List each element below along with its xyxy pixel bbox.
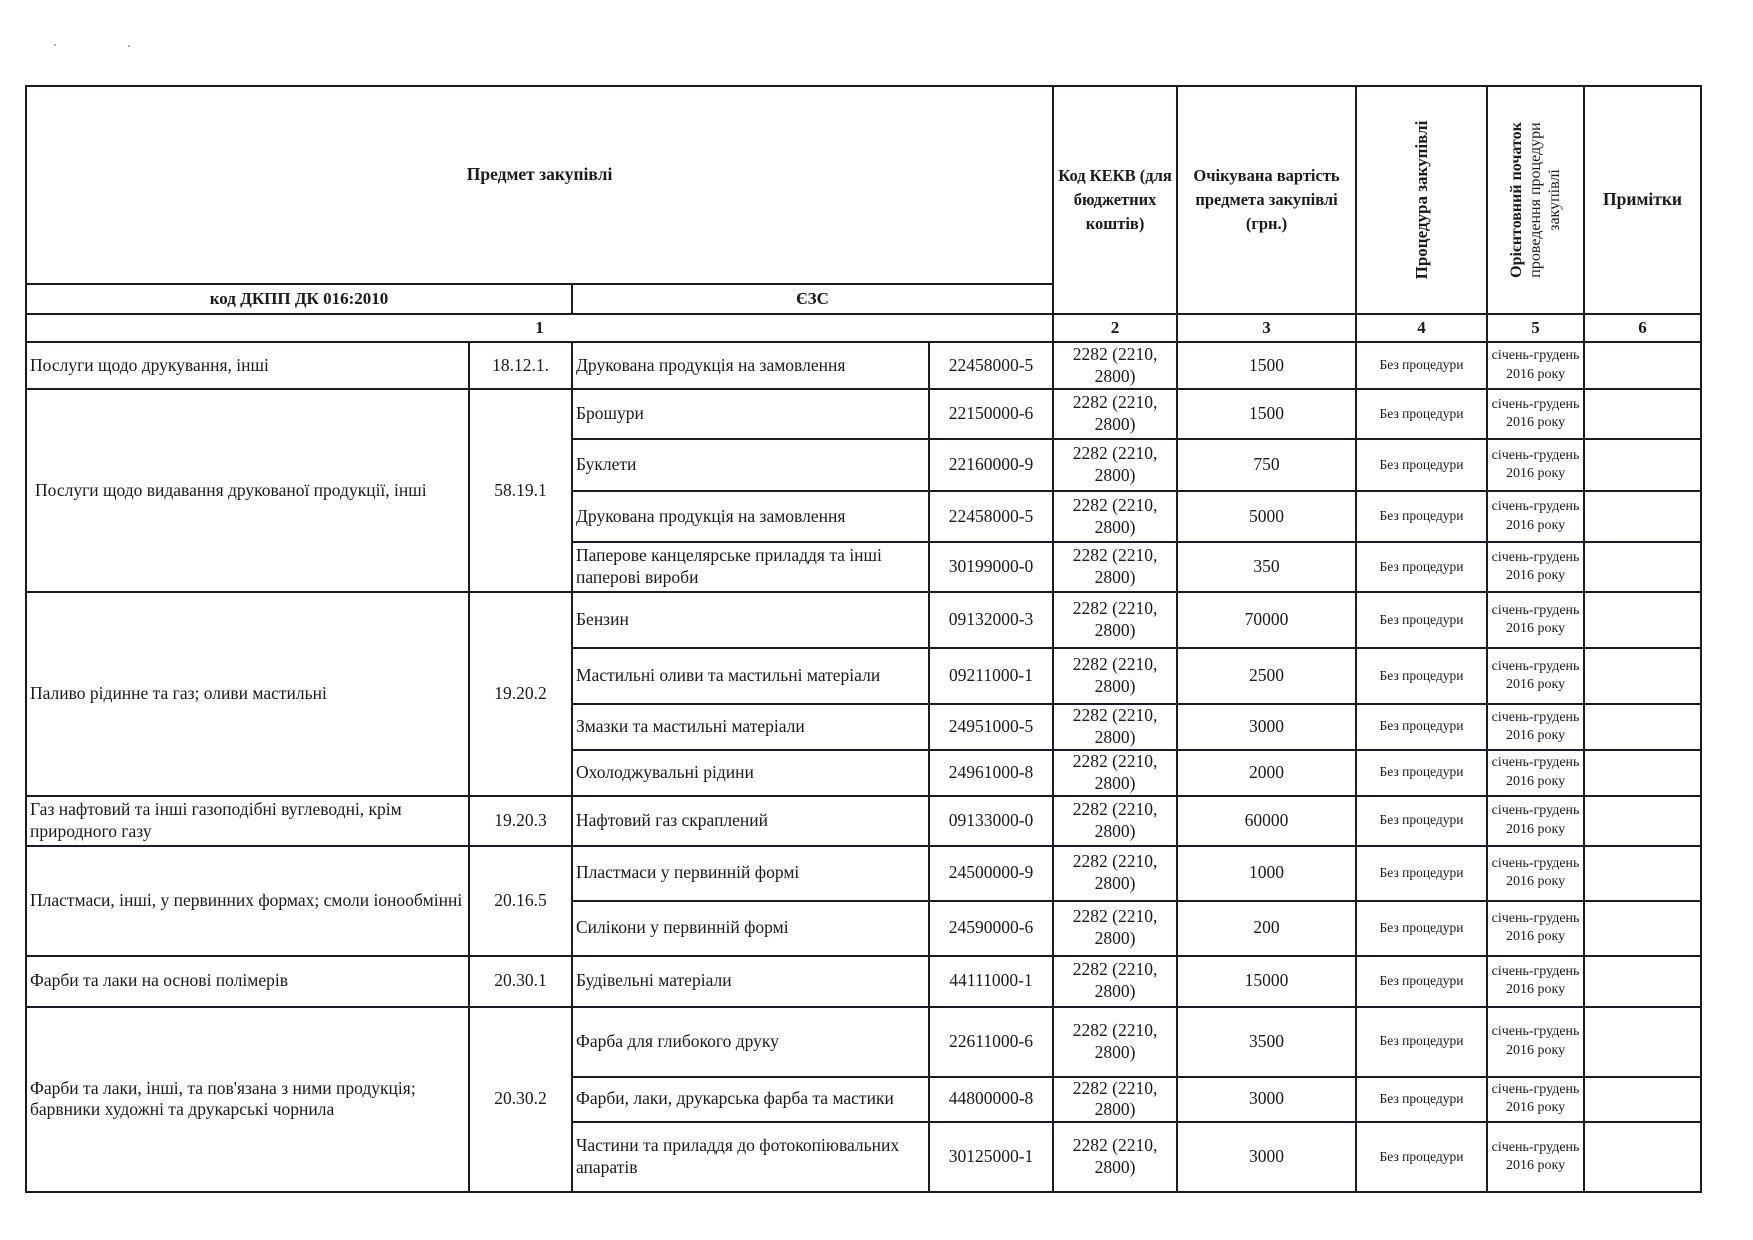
expected-value-cell: 200 [1177,901,1356,956]
procedure-cell: Без процедури [1356,846,1487,901]
procedure-cell: Без процедури [1356,704,1487,750]
kekv-cell: 2282 (2210, 2800) [1053,1007,1177,1077]
procedure-cell: Без процедури [1356,491,1487,542]
cpv-code-cell: 24590000-6 [929,901,1053,956]
ezs-name-cell: Охолоджувальні рідини [572,750,929,796]
start-date-period: січень-грудень [1491,447,1580,463]
cpv-code-cell: 09211000-1 [929,648,1053,704]
expected-value-cell: 3000 [1177,1122,1356,1192]
header-procedure-text: Процедура закупівлі [1411,120,1431,280]
header-kekv: Код КЕКВ (для бюджетних коштів) [1053,86,1177,314]
start-date-year: 2016 року [1505,568,1566,583]
procedure-cell: Без процедури [1356,956,1487,1007]
start-date-cell [1487,592,1584,648]
start-date-year: 2016 року [1505,517,1566,533]
dkpp-code-cell: 20.16.5 [469,846,572,956]
procedure-cell: Без процедури [1356,1077,1487,1123]
notes-cell [1584,389,1701,439]
kekv-cell: 2282 (2210, 2800) [1053,956,1177,1007]
kekv-cell: 2282 (2210, 2800) [1053,846,1177,901]
ezs-name-cell: Будівельні матеріали [572,956,929,1007]
dkpp-code-cell: 19.20.3 [469,796,572,846]
procurement-plan-table [25,85,1753,1193]
cpv-code-cell: 09132000-3 [929,592,1053,648]
table-row [26,592,1753,648]
start-date-year: 2016 року [1505,929,1566,944]
header-start-line2: проведення процедури [1526,122,1544,278]
notes-cell [1584,956,1701,1007]
cpv-code-cell: 24961000-8 [929,750,1053,796]
start-date-period: січень-грудень [1491,963,1580,979]
start-date-cell [1487,439,1584,491]
header-procedure [1356,86,1487,314]
table-row [26,342,1753,389]
table-row [26,1007,1753,1077]
kekv-cell: 2282 (2210, 2800) [1053,389,1177,439]
dkpp-code-cell: 18.12.1. [469,342,572,389]
start-date-year: 2016 року [1505,677,1566,692]
cpv-code-cell: 44111000-1 [929,956,1053,1007]
start-date-year: 2016 року [1505,821,1566,837]
column-number: 1 [26,314,1053,342]
notes-cell [1584,592,1701,648]
column-number-row [26,314,1753,342]
kekv-cell: 2282 (2210, 2800) [1053,1077,1177,1123]
start-date-cell [1487,750,1584,796]
table-row [26,846,1753,901]
dkpp-code-cell: 20.30.1 [469,956,572,1007]
cpv-code-cell: 24951000-5 [929,704,1053,750]
dkpp-name-cell: Фарби та лаки, інші, та пов'язана з ними продукція; барвники художні та друкарські чорнила [26,1007,469,1193]
expected-value-cell: 350 [1177,542,1356,592]
expected-value-cell: 70000 [1177,592,1356,648]
cpv-code-cell: 22160000-9 [929,439,1053,491]
notes-cell [1584,796,1701,846]
start-date-period: січень-грудень [1491,602,1580,618]
column-number: 4 [1356,314,1487,342]
start-date-period: січень-грудень [1491,549,1580,565]
start-date-year: 2016 року [1505,874,1566,889]
notes-cell [1584,846,1701,901]
header-expected-value: Очікувана вартість предмета закупівлі (грн.) [1177,86,1356,314]
start-date-year: 2016 року [1505,466,1566,481]
start-date-year: 2016 року [1505,773,1566,789]
column-number: 2 [1053,314,1177,342]
procedure-cell: Без процедури [1356,1007,1487,1077]
start-date-cell [1487,542,1584,592]
notes-cell [1584,1077,1701,1123]
dkpp-code-cell: 20.30.2 [469,1007,572,1193]
dkpp-name-cell: Послуги щодо видавання друкованої продукції, інші [26,389,469,592]
start-date-year: 2016 року [1505,982,1566,997]
table-row [26,389,1753,439]
start-date-period: січень-грудень [1491,1024,1580,1040]
procedure-cell: Без процедури [1356,542,1487,592]
expected-value-cell: 1000 [1177,846,1356,901]
cpv-code-cell: 44800000-8 [929,1077,1053,1123]
cpv-code-cell: 09133000-0 [929,796,1053,846]
start-date-year: 2016 року [1505,1158,1566,1174]
notes-cell [1584,704,1701,750]
notes-cell [1584,439,1701,491]
start-date-period: січень-грудень [1491,1140,1580,1156]
start-date-year: 2016 року [1505,1042,1566,1058]
ezs-name-cell: Фарби, лаки, друкарська фарба та мастики [572,1077,929,1123]
dkpp-name-cell: Фарби та лаки на основі полімерів [26,956,469,1007]
procedure-cell: Без процедури [1356,796,1487,846]
column-number: 5 [1487,314,1584,342]
expected-value-cell: 15000 [1177,956,1356,1007]
start-date-cell [1487,648,1584,704]
dkpp-name-cell: Пластмаси, інші, у первинних формах; смоли іонообмінні [26,846,469,956]
procedure-cell: Без процедури [1356,1122,1487,1192]
cpv-code-cell: 30125000-1 [929,1122,1053,1192]
start-date-period: січень-грудень [1491,803,1580,819]
procedure-cell: Без процедури [1356,592,1487,648]
cpv-code-cell: 22458000-5 [929,342,1053,389]
ezs-name-cell: Паперове канцелярське приладдя та інші паперові вироби [572,542,929,592]
notes-cell [1584,491,1701,542]
start-date-year: 2016 року [1505,1100,1566,1116]
table-row [26,956,1753,1007]
start-date-cell [1487,846,1584,901]
ezs-name-cell: Частини та приладдя до фотокопіювальних апаратів [572,1122,929,1192]
cpv-code-cell: 22150000-6 [929,389,1053,439]
procedure-cell: Без процедури [1356,439,1487,491]
start-date-period: січень-грудень [1491,709,1580,725]
dkpp-code-cell: 58.19.1 [469,389,572,592]
start-date-period: січень-грудень [1491,348,1580,364]
cpv-code-cell: 24500000-9 [929,846,1053,901]
start-date-period: січень-грудень [1491,499,1580,515]
scan-speck [128,45,130,47]
header-ezs: ЄЗС [572,284,1053,314]
header-dkpp: код ДКПП ДК 016:2010 [26,284,572,314]
header-start-line1: Орієнтовний початок [1507,122,1525,278]
cpv-code-cell: 30199000-0 [929,542,1053,592]
ezs-name-cell: Нафтовий газ скраплений [572,796,929,846]
ezs-name-cell: Друкована продукція на замовлення [572,342,929,389]
ezs-name-cell: Пластмаси у первинній формі [572,846,929,901]
start-date-cell [1487,901,1584,956]
column-number: 3 [1177,314,1356,342]
start-date-period: січень-грудень [1491,755,1580,771]
start-date-cell [1487,342,1584,389]
kekv-cell: 2282 (2210, 2800) [1053,648,1177,704]
header-start-date-text [1507,122,1565,278]
kekv-cell: 2282 (2210, 2800) [1053,491,1177,542]
cpv-code-cell: 22458000-5 [929,491,1053,542]
start-date-cell [1487,1122,1584,1192]
notes-cell [1584,342,1701,389]
notes-cell [1584,750,1701,796]
start-date-cell [1487,1007,1584,1077]
header-start-date [1487,86,1584,314]
header-notes: Примітки [1584,86,1701,314]
procedure-cell: Без процедури [1356,389,1487,439]
kekv-cell: 2282 (2210, 2800) [1053,439,1177,491]
start-date-period: січень-грудень [1491,658,1580,674]
start-date-year: 2016 року [1505,366,1566,382]
start-date-period: січень-грудень [1491,396,1580,412]
dkpp-name-cell: Газ нафтовий та інші газоподібні вуглеводні, крім природного газу [26,796,469,846]
kekv-cell: 2282 (2210, 2800) [1053,901,1177,956]
notes-cell [1584,542,1701,592]
ezs-name-cell: Друкована продукція на замовлення [572,491,929,542]
expected-value-cell: 1500 [1177,342,1356,389]
procedure-cell: Без процедури [1356,901,1487,956]
dkpp-name-cell: Паливо рідинне та газ; оливи мастильні [26,592,469,796]
kekv-cell: 2282 (2210, 2800) [1053,796,1177,846]
start-date-cell [1487,1077,1584,1123]
ezs-name-cell: Силікони у первинній формі [572,901,929,956]
expected-value-cell: 2500 [1177,648,1356,704]
procedure-cell: Без процедури [1356,750,1487,796]
start-date-cell [1487,389,1584,439]
start-date-cell [1487,956,1584,1007]
procedure-cell: Без процедури [1356,342,1487,389]
dkpp-name-cell: Послуги щодо друкування, інші [26,342,469,389]
notes-cell [1584,1122,1701,1192]
ezs-name-cell: Буклети [572,439,929,491]
notes-cell [1584,648,1701,704]
kekv-cell: 2282 (2210, 2800) [1053,592,1177,648]
header-start-line3: закупівлі [1546,169,1564,231]
kekv-cell: 2282 (2210, 2800) [1053,542,1177,592]
start-date-year: 2016 року [1505,415,1566,430]
start-date-period: січень-грудень [1491,855,1580,871]
expected-value-cell: 1500 [1177,389,1356,439]
cpv-code-cell: 22611000-6 [929,1007,1053,1077]
kekv-cell: 2282 (2210, 2800) [1053,704,1177,750]
header-row [26,86,1753,284]
ezs-name-cell: Брошури [572,389,929,439]
start-date-cell [1487,491,1584,542]
table-row [26,796,1753,846]
expected-value-cell: 750 [1177,439,1356,491]
ezs-name-cell: Бензин [572,592,929,648]
notes-cell [1584,901,1701,956]
scan-speck [54,44,56,46]
start-date-cell [1487,704,1584,750]
start-date-period: січень-грудень [1491,1082,1580,1098]
dkpp-code-cell: 19.20.2 [469,592,572,796]
header-subject: Предмет закупівлі [26,86,1053,284]
ezs-name-cell: Фарба для глибокого друку [572,1007,929,1077]
kekv-cell: 2282 (2210, 2800) [1053,1122,1177,1192]
column-number: 6 [1584,314,1701,342]
kekv-cell: 2282 (2210, 2800) [1053,750,1177,796]
kekv-cell: 2282 (2210, 2800) [1053,342,1177,389]
ezs-name-cell: Мастильні оливи та мастильні матеріали [572,648,929,704]
expected-value-cell: 3000 [1177,704,1356,750]
notes-cell [1584,1007,1701,1077]
expected-value-cell: 3000 [1177,1077,1356,1123]
start-date-period: січень-грудень [1491,910,1580,926]
ezs-name-cell: Змазки та мастильні матеріали [572,704,929,750]
start-date-year: 2016 року [1505,621,1566,636]
start-date-year: 2016 року [1505,727,1566,743]
start-date-cell [1487,796,1584,846]
expected-value-cell: 2000 [1177,750,1356,796]
expected-value-cell: 5000 [1177,491,1356,542]
expected-value-cell: 60000 [1177,796,1356,846]
procedure-cell: Без процедури [1356,648,1487,704]
expected-value-cell: 3500 [1177,1007,1356,1077]
